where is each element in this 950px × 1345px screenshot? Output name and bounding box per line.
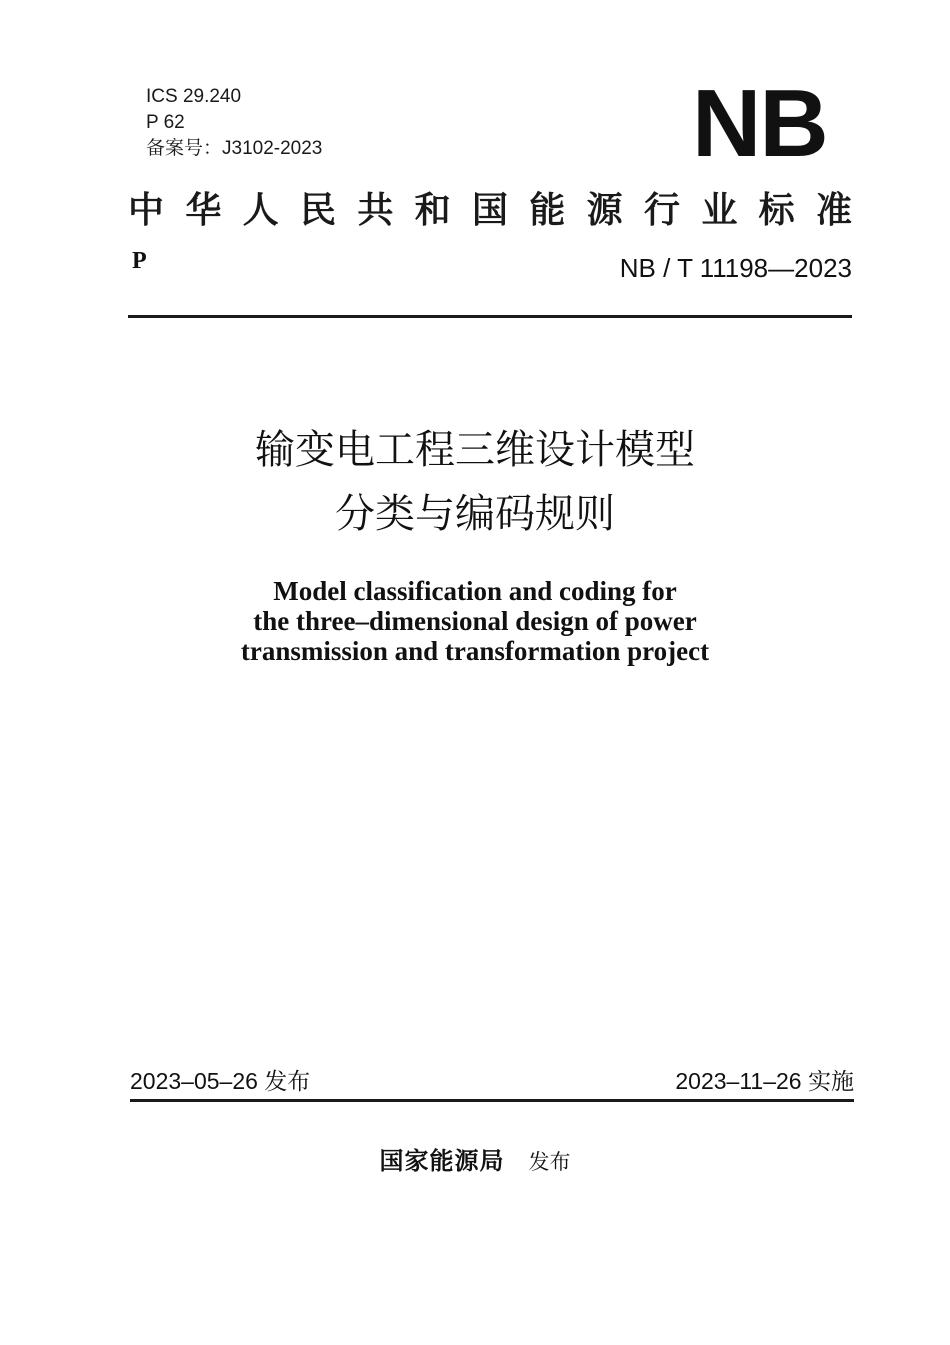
ics-code: ICS 29.240	[146, 86, 242, 107]
title-en-line-1: Model classification and coding for	[273, 576, 677, 606]
issuing-organization: 国家能源局	[379, 1146, 505, 1175]
filing-number: 备案号：J3102-2023	[146, 138, 323, 159]
top-divider	[128, 315, 852, 318]
effective-date: 2023–11–26 实施	[675, 1068, 854, 1094]
cover-metadata	[146, 84, 322, 162]
document-title-cn	[0, 418, 950, 546]
bottom-divider	[130, 1099, 854, 1102]
issuer-line	[0, 1144, 950, 1179]
title-en-line-2: the three–dimensional design of power	[253, 606, 697, 636]
standard-number: NB / T 11198—2023	[619, 253, 852, 283]
document-title-en	[0, 576, 950, 666]
issue-verb: 发布	[528, 1150, 571, 1174]
standard-series-title: 中华人民共和国能源行业标准	[128, 189, 854, 231]
title-cn-line-2: 分类与编码规则	[335, 491, 615, 537]
issue-date: 2023–05–26 发布	[130, 1068, 311, 1094]
classification-code: P 62	[146, 112, 185, 133]
class-letter: P	[132, 248, 147, 274]
title-cn-line-1: 输变电工程三维设计模型	[255, 427, 695, 473]
nb-logo: NB	[692, 70, 827, 177]
title-en-line-3: transmission and transformation project	[240, 636, 710, 666]
